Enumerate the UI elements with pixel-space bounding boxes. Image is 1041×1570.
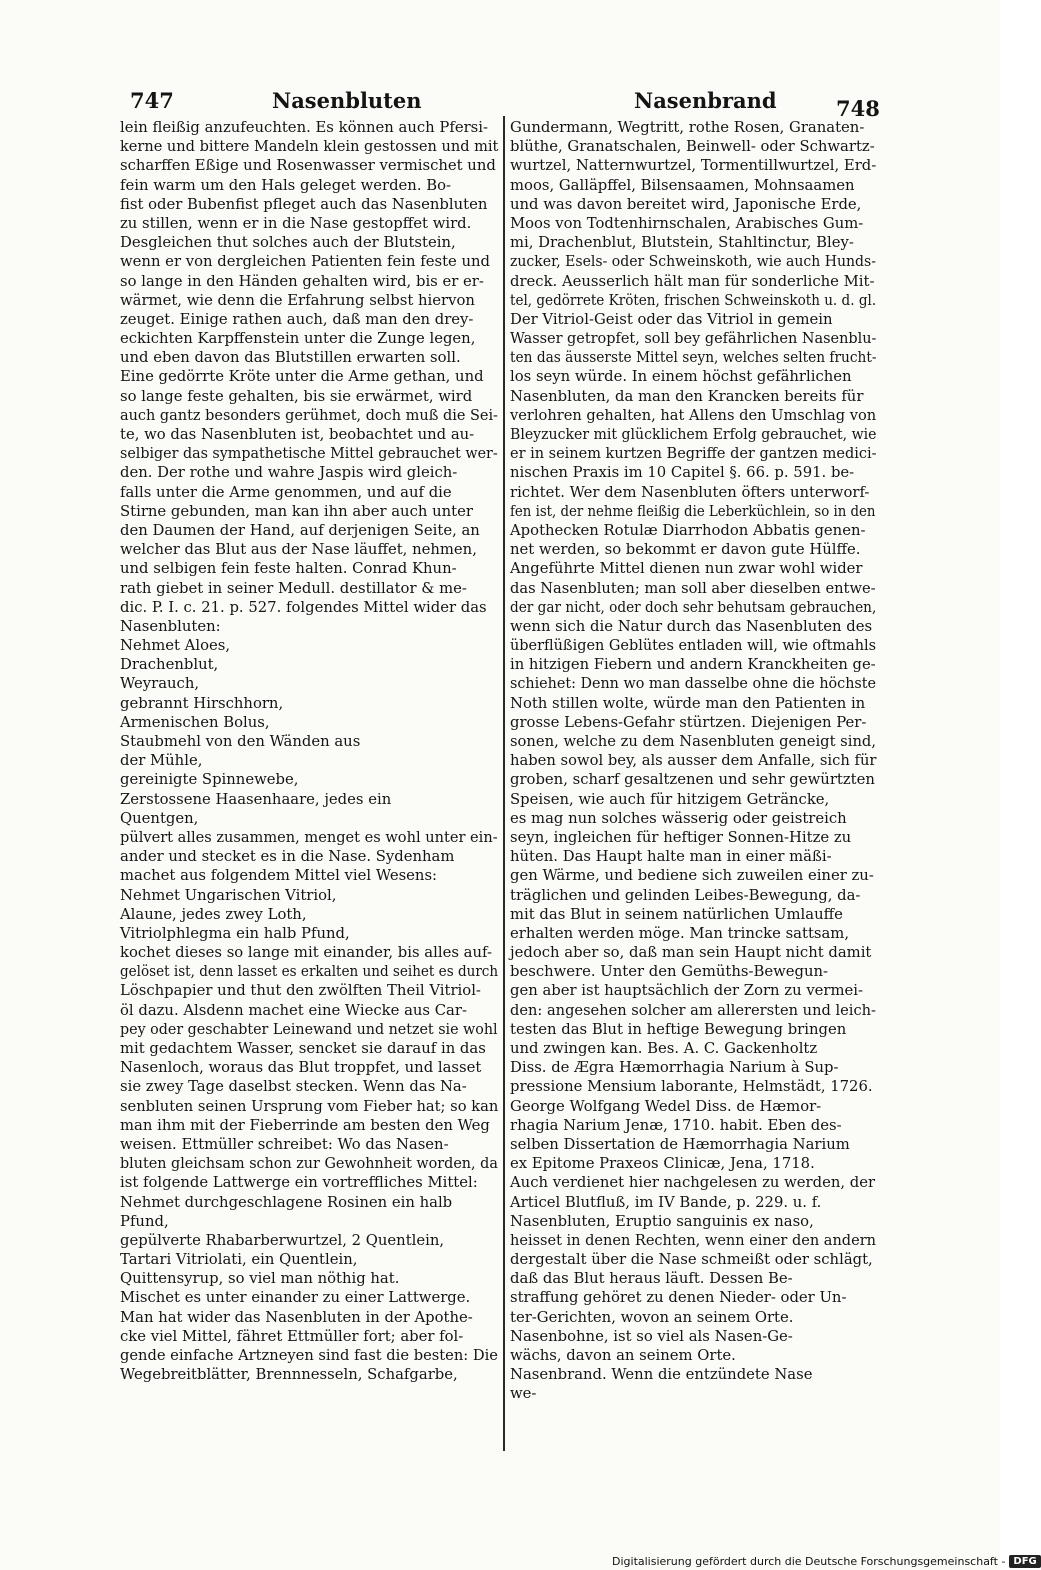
text-line: pülvert alles zusammen, menget es wohl unter ein- xyxy=(120,828,498,846)
text-line: Diss. de Ægra Hæmorrhagia Narium à Sup- xyxy=(510,1059,839,1077)
text-line: gereinigte Spinnewebe, xyxy=(120,771,299,789)
text-line: gelöset ist, denn lasset es erkalten und seihet es durch xyxy=(120,963,499,981)
text-line: zu stillen, wenn er in die Nase gestopffet wird. xyxy=(120,214,472,232)
text-line: ist folgende Lattwerge ein vortreffliches Mittel: xyxy=(120,1174,478,1192)
text-line: sonen, welche zu dem Nasenbluten geneigt sind, xyxy=(510,733,877,750)
text-line: öl dazu. Alsdenn machet eine Wiecke aus Car- xyxy=(120,1001,467,1019)
text-line: gende einfache Artzneyen sind fast die besten: Die xyxy=(120,1347,498,1364)
text-line: bluten gleichsam schon zur Gewohnheit worden, da xyxy=(120,1155,498,1173)
text-line: net werden, so bekommt er davon gute Hülffe. xyxy=(510,541,861,559)
text-line: George Wolfgang Wedel Diss. de Hæmor- xyxy=(510,1097,822,1115)
text-line: mit das Blut in seinem natürlichen Umlauffe xyxy=(510,905,843,923)
text-line: Nehmet Ungarischen Vitriol, xyxy=(120,886,337,904)
text-line: kerne und bittere Mandeln klein gestossen und mit xyxy=(120,138,499,156)
text-line: und was davon bereitet wird, Japonische Erde, xyxy=(510,195,862,213)
text-line: seyn, ingleichen für heftiger Sonnen-Hitze zu xyxy=(510,828,852,846)
text-line: weisen. Ettmüller schreibet: Wo das Nasen- xyxy=(120,1135,449,1153)
footer-text: Digitalisierung gefördert durch die Deutsche Forschungsgemeinschaft - xyxy=(612,1555,1006,1568)
text-line: das Nasenbluten; man soll aber dieselben entwe- xyxy=(510,579,876,597)
text-line: schiehet: Denn wo man dasselbe ohne die höchste xyxy=(510,675,877,693)
text-line: pey oder geschabter Leinewand und netzet sie wohl xyxy=(120,1020,498,1038)
text-line: cke viel Mittel, fähret Ettmüller fort; aber fol- xyxy=(120,1327,464,1345)
text-line: selbiger das sympathetische Mittel gebrauchet wer- xyxy=(120,445,498,463)
text-line: Man hat wider das Nasenbluten in der Apothe- xyxy=(120,1308,473,1326)
text-line: los seyn würde. In einem höchst gefährlichen xyxy=(510,368,852,386)
text-line: und zwingen kan. Bes. A. C. Gackenholtz xyxy=(510,1040,818,1057)
text-line: fist oder Bubenfist pfleget auch das Nasenbluten xyxy=(120,195,488,213)
text-line: Drachenblut, xyxy=(120,656,219,674)
text-line: kochet dieses so lange mit einander, bis alles auf- xyxy=(120,944,492,962)
text-line: und eben davon das Blutstillen erwarten soll. xyxy=(120,349,461,367)
text-line: Quittensyrup, so viel man nöthig hat. xyxy=(120,1270,400,1288)
text-line: zucker, Esels- oder Schweinskoth, wie auch Hunds- xyxy=(510,253,876,271)
text-line: mi, Drachenblut, Blutstein, Stahltinctur, Bley- xyxy=(510,234,854,252)
text-line: Eine gedörrte Kröte unter die Arme gethan, und xyxy=(120,368,484,386)
text-line: Vitriolphlegma ein halb Pfund, xyxy=(120,924,350,942)
text-line: blüthe, Granatschalen, Beinwell- oder Schwartz- xyxy=(510,138,875,156)
text-line: wächs, davon an seinem Orte. xyxy=(510,1347,736,1364)
text-line: richtet. Wer dem Nasenbluten öfters unterworf- xyxy=(510,483,870,501)
text-line: grosse Lebens-Gefahr stürtzen. Diejenigen Per- xyxy=(510,713,867,731)
text-line: der gar nicht, oder doch sehr behutsam gebrauchen, xyxy=(510,598,877,616)
text-line: hüten. Das Haupt halte man in einer mäßi- xyxy=(510,848,832,866)
text-line: Nasenbohne, ist so viel als Nasen-Ge- xyxy=(510,1327,793,1345)
left-text-column xyxy=(120,118,498,1384)
text-line: dreck. Aeusserlich hält man für sonderliche Mit- xyxy=(510,272,875,290)
text-line: wärmet, wie denn die Erfahrung selbst hiervon xyxy=(120,291,475,309)
text-line: mit gedachtem Wasser, sencket sie darauf in das xyxy=(120,1040,486,1057)
text-line: Tartari Vitriolati, ein Quentlein, xyxy=(120,1251,358,1269)
text-line: man ihm mit der Fieberrinde am besten den Weg xyxy=(120,1116,490,1134)
text-line: te, wo das Nasenbluten ist, beobachtet und au- xyxy=(120,426,475,443)
text-line: Desgleichen thut solches auch der Blutstein, xyxy=(120,234,456,252)
text-line: Löschpapier und thut den zwölften Theil Vitriol- xyxy=(120,982,481,1000)
text-line: erhalten werden möge. Man trincke sattsam, xyxy=(510,924,850,942)
text-line: haben sowol bey, als ausser dem Anfalle, sich für xyxy=(510,752,877,770)
text-line: jedoch aber so, daß man sein Haupt nicht damit xyxy=(510,944,872,962)
text-line: der Mühle, xyxy=(120,752,203,770)
text-line: daß das Blut heraus läuft. Dessen Be- xyxy=(510,1270,793,1288)
text-line: fen ist, der nehme fleißig die Leberküchlein, so in den xyxy=(510,502,876,520)
text-line: ander und stecket es in die Nase. Sydenham xyxy=(120,848,455,866)
text-line: wenn sich die Natur durch das Nasenbluten des xyxy=(510,617,873,635)
text-line: Auch verdienet hier nachgelesen zu werden, der xyxy=(510,1174,876,1192)
text-line: moos, Galläpffel, Bilsensaamen, Mohnsaamen xyxy=(510,176,855,194)
text-line: Nasenbluten, da man den Krancken bereits für xyxy=(510,387,864,405)
text-line: Moos von Todtenhirnschalen, Arabisches Gum- xyxy=(510,214,864,232)
column-divider xyxy=(503,116,505,1451)
text-line: gen Wärme, und bediene sich zuweilen einer zu- xyxy=(510,867,874,885)
text-line: tel, gedörrete Kröten, frischen Schweinskoth u. d. gl. xyxy=(510,291,877,309)
right-text-column xyxy=(510,118,876,1404)
text-line: in hitzigen Fiebern und andern Kranckheiten ge- xyxy=(510,656,876,674)
text-line: Speisen, wie auch für hitzigem Geträncke, xyxy=(510,790,830,808)
text-line: ten das äusserste Mittel seyn, welches selten frucht- xyxy=(510,349,877,367)
text-line: ter-Gerichten, wovon an seinem Orte. xyxy=(510,1308,794,1326)
text-line: Weyrauch, xyxy=(120,675,200,693)
text-line: auch gantz besonders gerühmet, doch muß die Sei- xyxy=(120,406,498,424)
text-line: Stirne gebunden, man kan ihn aber auch unter xyxy=(120,502,473,520)
text-line: Noth stillen wolte, würde man den Patienten in xyxy=(510,694,866,712)
text-line: groben, scharf gesaltzenen und sehr gewürtzten xyxy=(510,771,875,789)
text-line: Wegebreitblätter, Brennnesseln, Schafgarbe, xyxy=(120,1366,458,1384)
running-title-right: Nasenbrand xyxy=(634,88,777,113)
text-line: fein warm um den Hals geleget werden. Bo- xyxy=(120,176,452,194)
text-line: falls unter die Arme genommen, und auf die xyxy=(120,483,452,501)
text-line: heisset in denen Rechten, wenn einer den andern xyxy=(510,1231,876,1249)
text-line: testen das Blut in heftige Bewegung bringen xyxy=(510,1020,847,1038)
text-line: Zerstossene Haasenhaare, jedes ein xyxy=(120,790,392,808)
text-line: Nasenbrand. Wenn die entzündete Nase xyxy=(510,1366,813,1384)
text-line: Nasenbluten: xyxy=(120,617,221,635)
text-line: es mag nun solches wässerig oder geistreich xyxy=(510,809,847,827)
text-line: lein fleißig anzufeuchten. Es können auch Pfersi- xyxy=(120,119,488,136)
text-line: welcher das Blut aus der Nase läuffet, nehmen, xyxy=(120,541,477,559)
text-line: nischen Praxis im 10 Capitel §. 66. p. 591. be- xyxy=(510,464,855,482)
text-line: zeuget. Einige rathen auch, daß man den drey- xyxy=(120,310,474,328)
text-line: träglichen und gelinden Leibes-Bewegung, da- xyxy=(510,886,861,904)
text-line: so lange in den Händen gehalten wird, bis er er- xyxy=(120,272,484,290)
text-line: Nehmet Aloes, xyxy=(120,637,231,655)
text-line: scharffen Eßige und Rosenwasser vermischet und xyxy=(120,157,496,175)
text-line: Quentgen, xyxy=(120,809,199,827)
text-line: den Daumen der Hand, auf derjenigen Seite, an xyxy=(120,521,480,539)
text-line: Mischet es unter einander zu einer Lattwerge. xyxy=(120,1289,471,1307)
text-line: eckichten Karpffenstein unter die Zunge legen, xyxy=(120,330,476,348)
text-line: den: angesehen solcher am allerersten und leich- xyxy=(510,1001,876,1019)
text-line: Der Vitriol-Geist oder das Vitriol in gemein xyxy=(510,310,833,328)
text-line: Nasenbluten, Eruptio sanguinis ex naso, xyxy=(510,1212,814,1230)
text-line: Staubmehl von den Wänden aus xyxy=(120,733,361,750)
text-line: Nasenloch, woraus das Blut troppfet, und lasset xyxy=(120,1059,482,1077)
text-line: gebrannt Hirschhorn, xyxy=(120,694,284,712)
text-line: den. Der rothe und wahre Jaspis wird gleich- xyxy=(120,464,458,482)
text-line: gen aber ist hauptsächlich der Zorn zu vermei- xyxy=(510,982,864,1000)
text-line: senbluten seinen Ursprung vom Fieber hat; so kan xyxy=(120,1097,499,1115)
text-line: Articel Blutfluß, im IV Bande, p. 229. u. f. xyxy=(510,1193,822,1211)
text-line: und selbigen fein feste halten. Conrad Khun- xyxy=(120,560,457,578)
text-line: wenn er von dergleichen Patienten fein feste und xyxy=(120,253,491,271)
text-line: Pfund, xyxy=(120,1212,169,1230)
text-line: dic. P. I. c. 21. p. 527. folgendes Mittel wider das xyxy=(120,598,487,616)
text-line: straffung gehöret zu denen Nieder- oder Un- xyxy=(510,1289,847,1307)
text-line: Gundermann, Wegtritt, rothe Rosen, Granaten- xyxy=(510,119,865,136)
text-line: gepülverte Rhabarberwurtzel, 2 Quentlein, xyxy=(120,1231,445,1249)
text-line: Apothecken Rotulæ Diarrhodon Abbatis genen- xyxy=(510,521,866,539)
text-line: beschwere. Unter den Gemüths-Bewegun- xyxy=(510,963,829,981)
text-line: wurtzel, Natternwurtzel, Tormentillwurtzel, Erd- xyxy=(510,157,877,175)
text-line: überflüßigen Geblütes entladen will, wie oftmahls xyxy=(510,637,877,655)
text-line: Angeführte Mittel dienen nun zwar wohl wider xyxy=(510,560,863,578)
text-line: Wasser getropfet, soll bey gefährlichen Nasenblu- xyxy=(510,330,877,348)
page-number-right: 748 xyxy=(836,96,880,121)
text-line: we- xyxy=(510,1385,537,1403)
text-line: selben Dissertation de Hæmorrhagia Narium xyxy=(510,1135,850,1153)
running-title-left: Nasenbluten xyxy=(272,88,422,113)
text-line: Alaune, jedes zwey Loth, xyxy=(120,905,307,923)
page-number-left: 747 xyxy=(130,88,174,113)
text-line: dergestalt über die Nase schmeißt oder schlägt, xyxy=(510,1251,873,1269)
text-line: pressione Mensium laborante, Helmstädt, 1726. xyxy=(510,1078,873,1096)
text-line: rath giebet in seiner Medull. destillator & me- xyxy=(120,579,467,597)
text-line: rhagia Narium Jenæ, 1710. habit. Eben des- xyxy=(510,1116,842,1134)
text-line: Nehmet durchgeschlagene Rosinen ein halb xyxy=(120,1193,453,1211)
text-line: so lange feste gehalten, bis sie erwärmet, wird xyxy=(120,387,473,405)
text-line: verlohren gehalten, hat Allens den Umschlag von xyxy=(510,406,877,424)
text-line: er in seinem kurtzen Begriffe der gantzen medici- xyxy=(510,445,877,463)
text-line: Armenischen Bolus, xyxy=(120,713,270,731)
text-line: sie zwey Tage daselbst stecken. Wenn das Na- xyxy=(120,1078,467,1096)
dfg-logo: DFG xyxy=(1009,1555,1040,1568)
text-line: Bleyzucker mit glücklichem Erfolg gebrauchet, wie xyxy=(510,426,877,443)
text-line: ex Epitome Praxeos Clinicæ, Jena, 1718. xyxy=(510,1155,815,1173)
text-line: machet aus folgendem Mittel viel Wesens: xyxy=(120,867,438,885)
digitization-footer xyxy=(612,1555,1041,1568)
